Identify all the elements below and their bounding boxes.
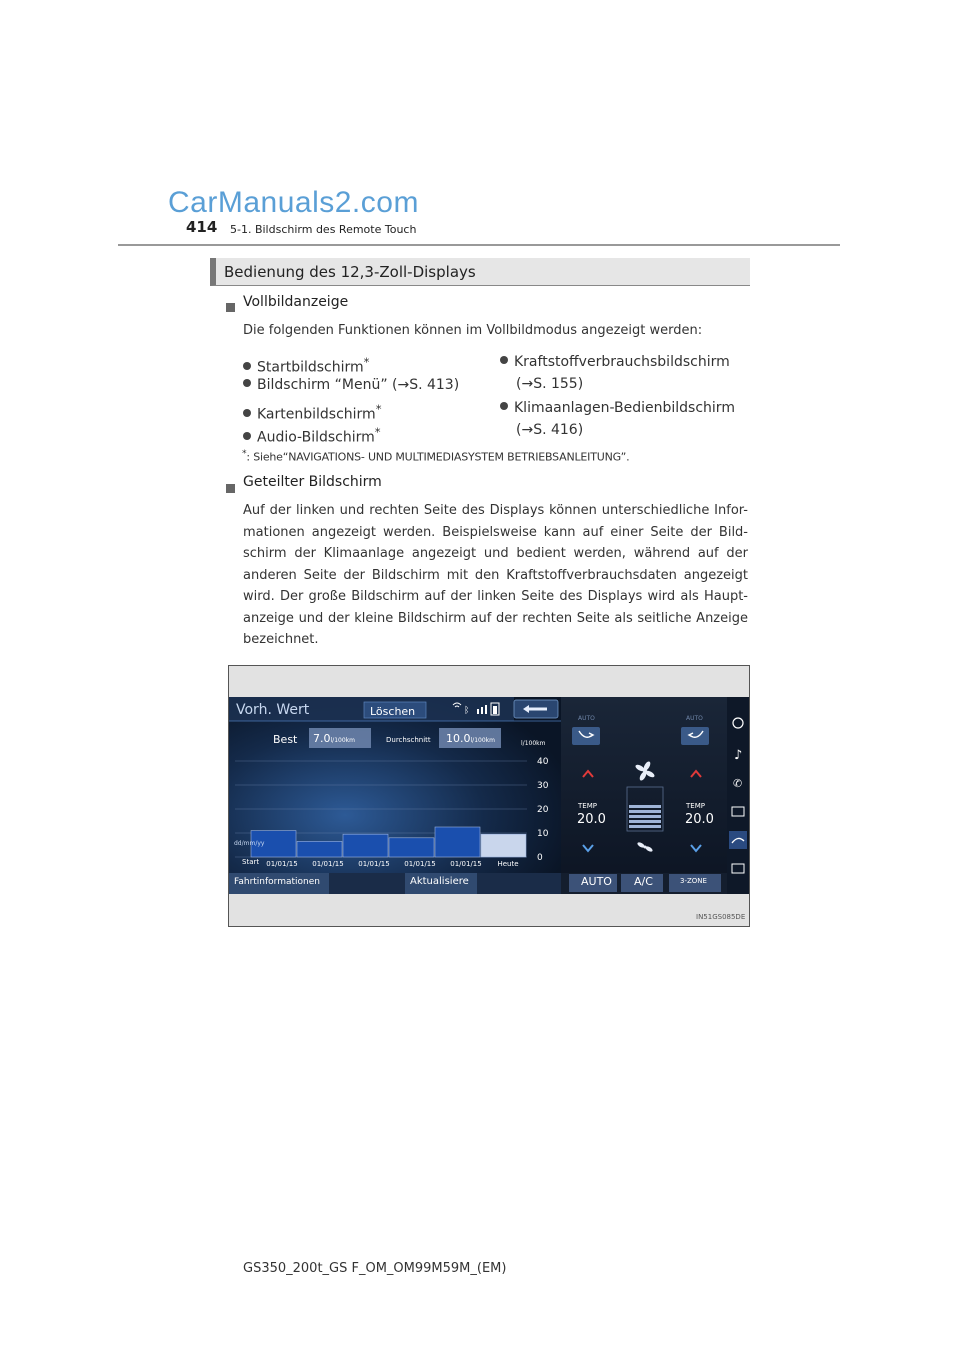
page-number: 414 [186,218,218,236]
display-graphic [229,697,749,894]
bullet-dot [243,409,251,417]
update-button[interactable]: Aktualisiere [410,876,469,887]
bullet-kraftstoff: Kraftstoffverbrauchsbildschirm [500,351,730,373]
y-tick-label: 20 [537,805,549,815]
date-format: dd/mm/yy [234,840,265,847]
temp-label-left: TEMP [578,802,597,810]
display-screen [229,697,749,894]
bar [389,838,434,857]
average-label: Durchschnitt [386,736,431,744]
x-tick-label: 01/01/15 [450,860,482,868]
bullet-dot [243,432,251,440]
x-tick-label: 01/01/15 [358,860,390,868]
x-tick-label: Heute [497,860,519,868]
split-paragraph: Auf der linken und rechten Seite des Displays können unterschiedliche Infor- mationen angezeigt werden. Beispielsweise kann auf einer Seite der Bild- schirm der Klimaanlage angezeigt und bedient werden, während auf der anderen Seite der Bildschirm mit den Kraftstoffverbrauchsdaten angezeigt wird. Der große Bildschirm auf der linken Seite des Displays wird als Haupt- anzeige und der kleine Bildschirm auf der rechten Seite als seitliche Anzeige bezeichnet. [243,503,748,647]
three-zone-button[interactable]: 3-ZONE [680,877,707,885]
fullscreen-intro: Die folgenden Funktionen können im Vollbildmodus angezeigt werden: [243,323,703,338]
temp-value-right: 20.0 [685,812,714,827]
climate-side-icon-bg [729,831,747,849]
fullscreen-heading-marker [226,297,235,316]
y-tick-label: 30 [537,781,549,791]
y-tick-label: 0 [537,853,543,863]
svg-text:ᛒ: ᛒ [464,706,470,716]
start-label: Start [242,858,260,866]
bullet-dot [243,362,251,370]
chapter-title: 5-1. Bildschirm des Remote Touch [230,223,417,236]
ac-button[interactable]: A/C [634,875,653,888]
split-heading: Geteilter Bildschirm [243,474,382,490]
temp-value-left: 20.0 [577,812,606,827]
bullet-audio: Audio-Bildschirm* [243,421,381,449]
average-value: 10.0l/100km [446,732,495,745]
bullet-klima: Klimaanlagen-Bedienbildschirm [500,397,735,419]
watermark: CarManuals2.com [168,186,419,219]
unit-label: l/100km [521,740,546,747]
bullet-klima-ref: (→S. 416) [516,422,584,438]
bullet-menu: Bildschirm “Menü” (→S. 413) [243,374,459,396]
bullet-dot [243,379,251,387]
bar [343,834,388,857]
screen-title: Vorh. Wert [236,702,310,718]
auto-indicator-left: AUTO [578,715,595,722]
section-title: Bedienung des 12,3-Zoll-Displays [224,263,476,281]
auto-button[interactable]: AUTO [581,875,612,888]
y-tick-label: 40 [537,757,549,767]
y-tick-label: 10 [537,829,549,839]
trip-info-button[interactable]: Fahrtinformationen [234,877,320,887]
best-value: 7.0l/100km [313,732,355,745]
fullscreen-heading: Vollbildanzeige [243,294,349,310]
split-heading-marker [226,478,235,497]
bullet-dot [500,356,508,364]
bullet-startbildschirm: Startbildschirm* [243,351,369,379]
bar [435,827,480,857]
bar [297,841,342,857]
header-rule [118,244,840,246]
best-label: Best [273,733,298,746]
x-tick-label: 01/01/15 [404,860,436,868]
auto-indicator-right: AUTO [686,715,703,722]
figure-code: IN51GS085DE [696,913,746,921]
bullet-karte: Kartenbildschirm* [243,398,382,426]
bullet-dot [500,402,508,410]
bar-today [481,834,526,857]
x-tick-label: 01/01/15 [266,860,298,868]
phone-icon: ✆ [733,777,743,790]
x-tick-label: 01/01/15 [312,860,344,868]
footnote: *: Siehe“NAVIGATIONS- UND MULTIMEDIASYSTEM BETRIEBSANLEITUNG”. [242,448,630,464]
temp-label-right: TEMP [686,802,705,810]
footer-code: GS350_200t_GS F_OM_OM99M59M_(EM) [243,1261,507,1276]
clear-button[interactable]: Löschen [370,705,416,718]
bullet-kraftstoff-ref: (→S. 155) [516,376,584,392]
music-icon: ♪ [734,748,743,763]
